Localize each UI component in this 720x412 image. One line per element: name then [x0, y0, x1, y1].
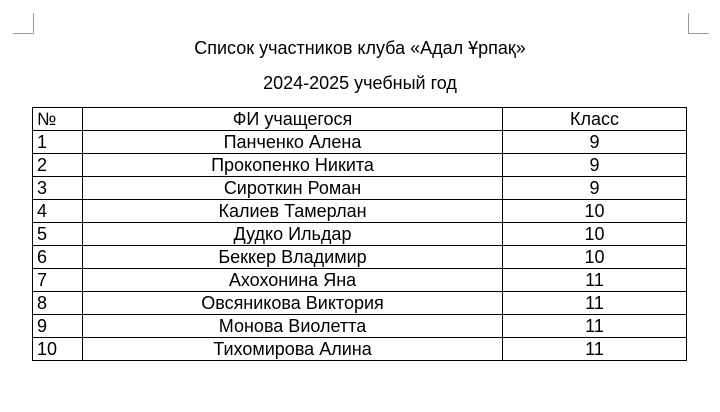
row-number: 8: [33, 292, 83, 315]
table-row: [33, 315, 687, 338]
header-name: ФИ учащегося: [83, 108, 503, 131]
table-header-row: [33, 108, 687, 131]
row-number: 2: [33, 154, 83, 177]
table-row: [33, 292, 687, 315]
row-number: 3: [33, 177, 83, 200]
row-number: 5: [33, 223, 83, 246]
header-class: Класс: [503, 108, 687, 131]
row-number: 6: [33, 246, 83, 269]
table-row: [33, 200, 687, 223]
student-class: 11: [503, 292, 687, 315]
row-number: 1: [33, 131, 83, 154]
student-name: Беккер Владимир: [83, 246, 503, 269]
student-class: 9: [503, 131, 687, 154]
row-number: 10: [33, 338, 83, 361]
student-class: 10: [503, 246, 687, 269]
student-name: Панченко Алена: [83, 131, 503, 154]
members-table: [32, 107, 687, 361]
table-row: [33, 246, 687, 269]
student-class: 9: [503, 177, 687, 200]
table-row: [33, 338, 687, 361]
table-row: [33, 154, 687, 177]
crop-mark-top-right: [688, 13, 709, 34]
student-class: 11: [503, 269, 687, 292]
student-class: 9: [503, 154, 687, 177]
table-row: [33, 131, 687, 154]
row-number: 9: [33, 315, 83, 338]
student-name: Овсяникова Виктория: [83, 292, 503, 315]
row-number: 7: [33, 269, 83, 292]
student-name: Монова Виолетта: [83, 315, 503, 338]
row-number: 4: [33, 200, 83, 223]
student-name: Ахохонина Яна: [83, 269, 503, 292]
header-number: №: [33, 108, 83, 131]
student-class: 11: [503, 315, 687, 338]
student-class: 11: [503, 338, 687, 361]
student-name: Дудко Ильдар: [83, 223, 503, 246]
student-class: 10: [503, 223, 687, 246]
document-title: Список участников клуба «Адал Ұрпақ»: [194, 38, 526, 58]
crop-mark-top-left: [13, 13, 34, 34]
document-subtitle: 2024-2025 учебный год: [263, 73, 457, 93]
table-row: [33, 177, 687, 200]
student-name: Сироткин Роман: [83, 177, 503, 200]
student-class: 10: [503, 200, 687, 223]
student-name: Калиев Тамерлан: [83, 200, 503, 223]
student-name: Прокопенко Никита: [83, 154, 503, 177]
table-row: [33, 269, 687, 292]
table-row: [33, 223, 687, 246]
student-name: Тихомирова Алина: [83, 338, 503, 361]
